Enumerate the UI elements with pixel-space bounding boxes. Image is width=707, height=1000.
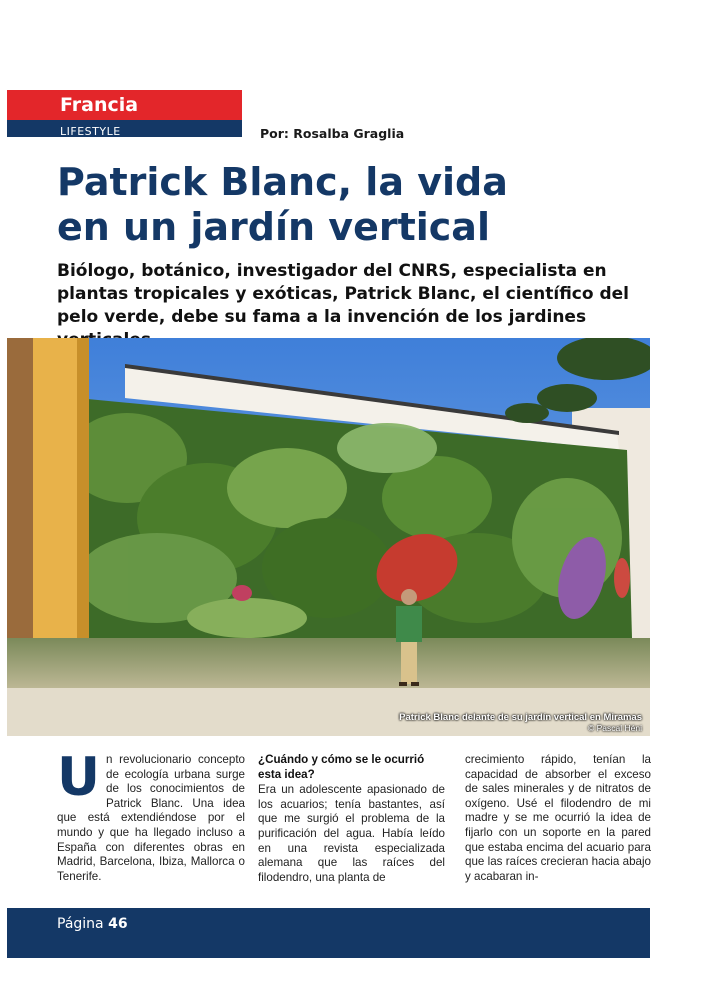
section-category-bar xyxy=(7,120,242,137)
page-number xyxy=(57,916,128,932)
dropcap: U xyxy=(57,747,101,808)
article-column-3 xyxy=(465,753,651,884)
section-name-bar xyxy=(7,90,242,120)
page-footer xyxy=(7,908,650,958)
article-text-col1: n revolucionario concepto de ecología urbana surge de los conocimientos de Patrick Blanc. Una idea que está extendiéndose por el mundo y que ha llegado incluso a España con diferentes obras en Madrid, Barcelona, Ibiza, Mallorca o Tenerife. xyxy=(57,753,245,883)
vertical-garden-photo xyxy=(7,338,650,736)
article-title xyxy=(57,160,697,250)
title-line-2: en un jardín vertical xyxy=(57,205,490,249)
page-number-value: 46 xyxy=(108,916,128,932)
byline: Por: Rosalba Graglia xyxy=(260,126,405,141)
section-tag xyxy=(7,90,242,137)
caption-text: Patrick Blanc delante de su jardín vertical en Miramas xyxy=(399,712,642,723)
section-category: LIFESTYLE xyxy=(60,125,121,138)
interview-question: ¿Cuándo y cómo se le ocurrió esta idea? xyxy=(258,753,425,781)
title-line-1: Patrick Blanc, la vida xyxy=(57,160,508,204)
photo-credit: © Pascal Héni xyxy=(588,723,642,733)
article-column-1 xyxy=(57,747,245,884)
article-text-col3: crecimiento rápido, tenían la capacidad de absorber el exceso de sales minerales y de nitratos de oxígeno. Usé el filodendro de mi madre y se me ocurrió la idea de fijarlo con un soporte en la pared que estaba encima del acuario para que las raíces crecieran hacia abajo y acabaran in- xyxy=(465,753,651,883)
page-label: Página xyxy=(57,916,104,932)
section-name: Francia xyxy=(60,94,139,116)
article-column-2 xyxy=(258,753,445,885)
lead-paragraph: Biólogo, botánico, investigador del CNRS, especialista en plantas tropicales y exóticas, Patrick Blanc, el científico del pelo verde, debe su fama a la invención de los jardines xyxy=(57,261,629,327)
article-text-col2: Era un adolescente apasionado de los acuarios; tenía bastantes, así que me surgió el problema de la purificación del agua. Había leído en una revista especializada alemana que las raíces del filodendro, una planta de xyxy=(258,783,445,884)
photo-caption xyxy=(399,712,642,733)
